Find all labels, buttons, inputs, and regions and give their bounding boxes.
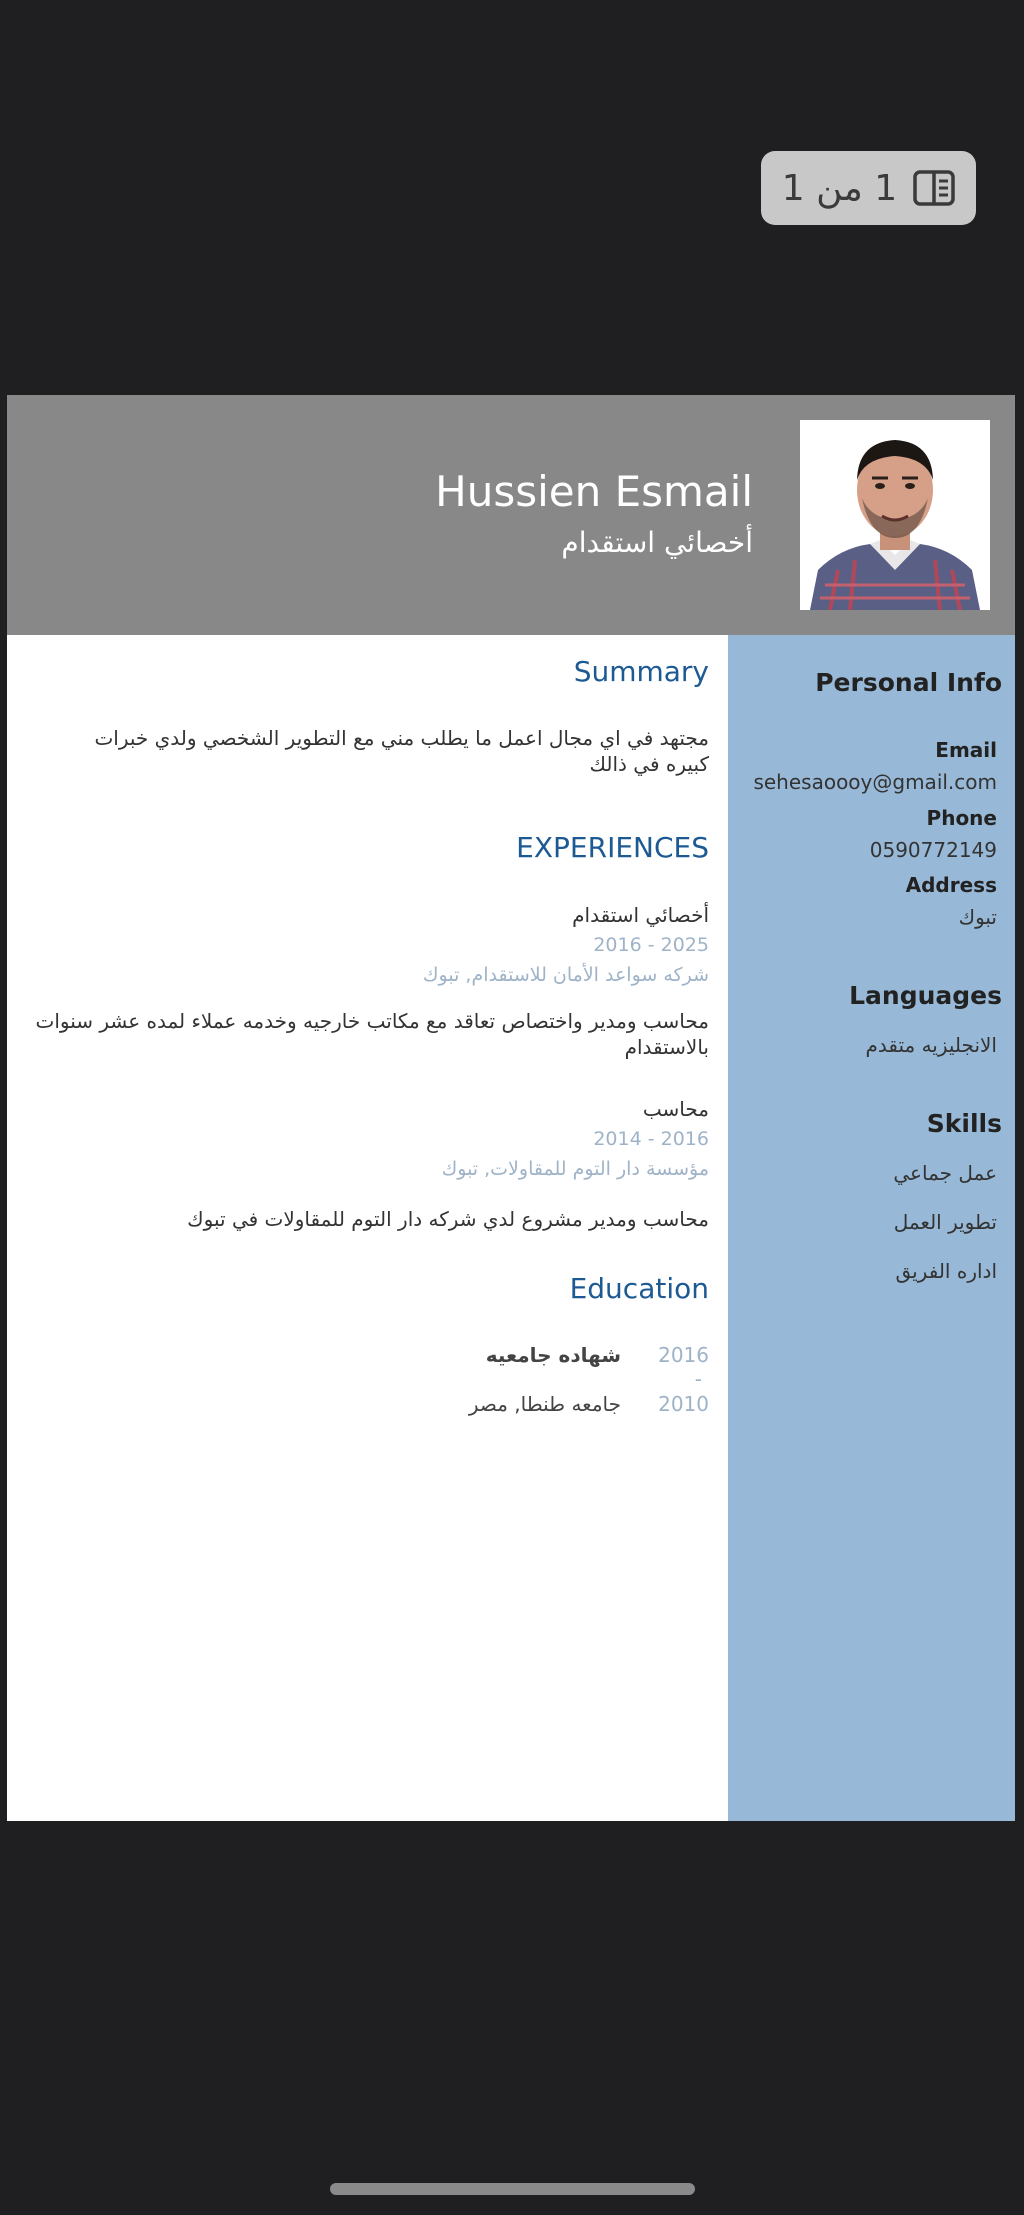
phone-label: Phone (926, 806, 997, 830)
sidebar (728, 635, 1015, 1821)
skill-item: عمل جماعي (893, 1161, 997, 1185)
resume-document (7, 395, 1015, 1821)
experiences-heading: EXPERIENCES (516, 831, 709, 864)
experience-role: أخصائي استقدام (572, 903, 709, 927)
page-indicator[interactable] (761, 151, 976, 225)
page-count: 1 من 1 (781, 167, 898, 209)
summary-text: مجتهد في اي مجال اعمل ما يطلب مني مع التطوير الشخصي ولدي خبرات كبيره في ذالك (94, 726, 709, 776)
education-heading: Education (569, 1272, 709, 1305)
education-school: جامعه طنطا, مصر (468, 1392, 621, 1416)
experience-dates: 2014 - 2016 (593, 1128, 709, 1150)
resume-name: Hussien Esmail (435, 467, 753, 516)
experience-role: محاسب (642, 1097, 709, 1121)
email-value: sehesaoooy@gmail.com (753, 770, 997, 794)
main-column (7, 635, 728, 1821)
experience-company: مؤسسة دار التوم للمقاولات, تبوك (441, 1158, 709, 1180)
experience-description: محاسب ومدير واختصاص تعاقد مع مكاتب خارجيه وخدمه عملاء لمده عشر سنوات بالاستقدام (35, 1009, 709, 1059)
summary-heading: Summary (573, 655, 709, 688)
address-value: تبوك (958, 905, 997, 929)
phone-value: 0590772149 (869, 838, 997, 862)
book-spread-icon (913, 170, 955, 206)
education-start-year: 2016 (658, 1343, 709, 1367)
skill-item: تطوير العمل (893, 1210, 997, 1234)
education-separator: - (694, 1367, 702, 1391)
profile-photo (800, 420, 990, 610)
languages-heading: Languages (849, 981, 1002, 1010)
home-indicator[interactable] (330, 2183, 695, 2195)
skill-item: اداره الفريق (895, 1259, 997, 1283)
email-label: Email (935, 738, 997, 762)
language-item: الانجليزيه متقدم (865, 1033, 997, 1057)
education-degree: شهاده جامعيه (485, 1343, 621, 1367)
skills-heading: Skills (926, 1109, 1002, 1138)
experience-company: شركه سواعد الأمان للاستقدام, تبوك (422, 964, 709, 986)
education-end-year: 2010 (658, 1392, 709, 1416)
resume-job-title: أخصائي استقدام (561, 526, 753, 559)
resume-header (7, 395, 1015, 635)
experience-description: محاسب ومدير مشروع لدي شركه دار التوم للمقاولات في تبوك (187, 1207, 709, 1231)
personal-info-heading: Personal Info (815, 668, 1002, 697)
experience-dates: 2016 - 2025 (593, 934, 709, 956)
address-label: Address (905, 873, 997, 897)
